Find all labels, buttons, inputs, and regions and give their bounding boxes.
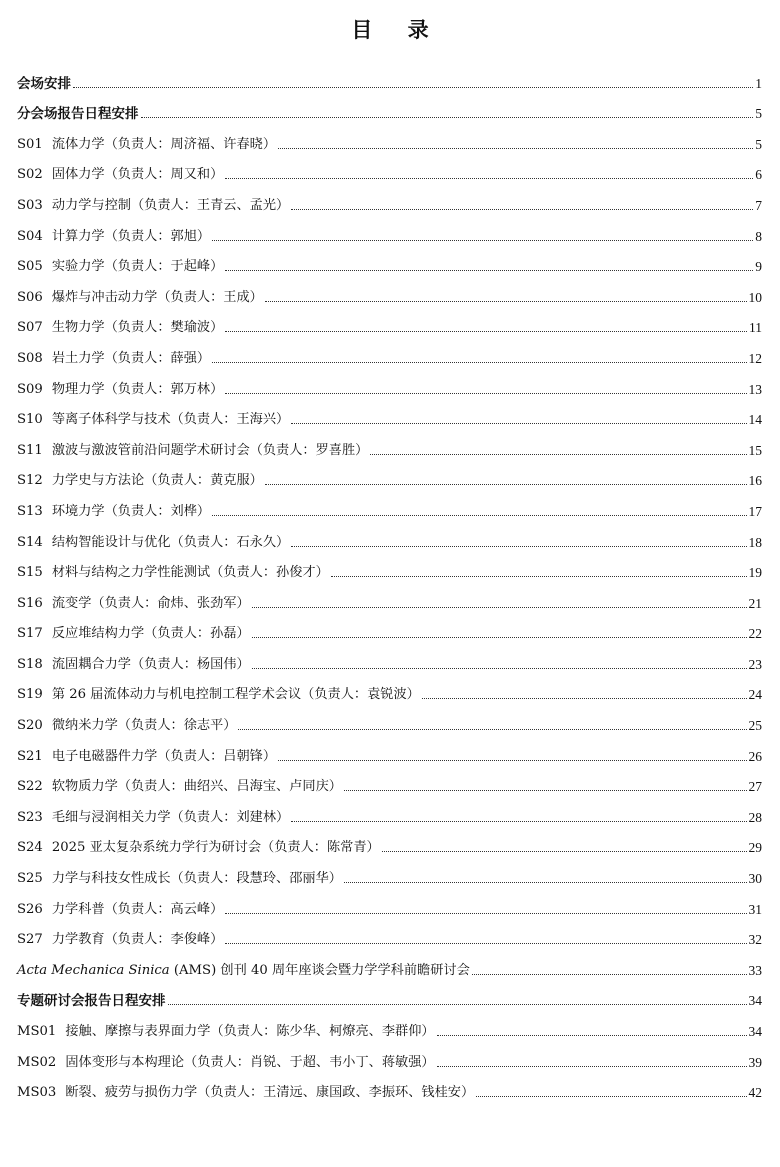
toc-entry-label: [17, 963, 470, 979]
toc-entry[interactable]: [17, 612, 762, 643]
toc-entry[interactable]: [17, 336, 762, 367]
toc-entry[interactable]: [17, 673, 762, 704]
toc-entry-code: S13: [17, 503, 43, 519]
toc-entry-text: (AMS) 创刊 40 周年座谈会暨力学学科前瞻研讨会: [169, 962, 470, 978]
dot-leader: [291, 423, 746, 424]
dot-leader: [252, 668, 747, 669]
toc-page-number: 28: [748, 809, 762, 825]
dot-leader: [472, 974, 747, 975]
dot-leader: [291, 209, 753, 210]
toc-entry[interactable]: [17, 214, 762, 245]
toc-entry-text: 实验力学（负责人：于起峰）: [51, 259, 224, 275]
dot-leader: [291, 821, 746, 822]
toc-entry[interactable]: [17, 398, 762, 429]
page-title: 目 录: [351, 18, 443, 42]
toc-entry-text: 岩土力学（负责人：薛强）: [51, 350, 211, 366]
toc-entry-code: S11: [17, 442, 43, 458]
toc-page-number: 29: [748, 840, 762, 856]
toc-entry[interactable]: [17, 581, 762, 612]
toc-entry-text: 激波与激波管前沿问题学术研讨会（负责人：罗喜胜）: [51, 442, 369, 458]
toc-entry-text: 环境力学（负责人：刘桦）: [51, 503, 211, 519]
dot-leader: [168, 1004, 747, 1005]
toc-entry-text: 动力学与控制（负责人：王青云、孟光）: [51, 197, 290, 213]
toc-entry-code: MS03: [17, 1085, 57, 1101]
toc-list: [17, 61, 762, 1101]
toc-entry-code: S16: [17, 595, 43, 611]
toc-entry-text: 结构智能设计与优化（负责人：石永久）: [51, 534, 290, 550]
toc-entry-label: [17, 565, 329, 581]
toc-entry-code: S01: [17, 136, 43, 152]
toc-entry-code: S02: [17, 167, 43, 183]
toc-entry[interactable]: [17, 826, 762, 857]
dot-leader: [437, 1035, 747, 1036]
toc-page-number: 26: [748, 748, 762, 764]
dot-leader: [212, 515, 746, 516]
toc-page-number: 34: [748, 1024, 762, 1039]
toc-entry[interactable]: [17, 642, 762, 673]
toc-entry-label: [17, 443, 368, 459]
dot-leader: [252, 637, 747, 638]
toc-entry-label: [17, 1085, 474, 1101]
toc-page-number: 21: [748, 595, 762, 611]
toc-entry-text: 计算力学（负责人：郭旭）: [51, 228, 211, 244]
toc-entry-code: S27: [17, 932, 43, 948]
toc-page-number: 32: [748, 932, 762, 948]
toc-page-number: 23: [748, 656, 762, 672]
toc-entry[interactable]: [17, 918, 762, 949]
toc-entry-code: S17: [17, 626, 43, 642]
toc-entry-text: 流变学（负责人：俞炜、张劲军）: [51, 595, 250, 611]
toc-entry-label: [17, 504, 210, 520]
toc-page-number: 25: [748, 718, 762, 734]
toc-entry-code: S05: [17, 259, 43, 275]
dot-leader: [238, 729, 746, 730]
toc-entry-code: S21: [17, 748, 43, 764]
toc-entry-text: 流固耦合力学（负责人：杨国伟）: [51, 656, 250, 672]
toc-page-number: 24: [748, 687, 762, 703]
toc-page-number: 33: [748, 962, 762, 978]
toc-entry-label: [17, 106, 139, 122]
toc-entry[interactable]: [17, 520, 762, 551]
toc-entry-label: [17, 810, 289, 826]
toc-entry-text: 分会场报告日程安排: [17, 106, 139, 123]
toc-entry[interactable]: [17, 734, 762, 765]
toc-page-number: 10: [748, 289, 762, 305]
toc-entry[interactable]: [17, 183, 762, 214]
toc-entry-text: 软物质力学（负责人：曲绍兴、吕海宝、卢同庆）: [51, 779, 342, 795]
toc-entry-label: [17, 229, 210, 245]
toc-entry[interactable]: [17, 948, 762, 979]
dot-leader: [212, 240, 753, 241]
dot-leader: [291, 546, 746, 547]
toc-entry-text: 会场安排: [17, 75, 71, 92]
toc-entry-label: [17, 290, 263, 306]
dot-leader: [344, 790, 747, 791]
toc-entry-code: MS01: [17, 1024, 57, 1039]
toc-entry-text: 固体力学（负责人：周又和）: [51, 167, 224, 183]
dot-leader: [278, 148, 753, 149]
dot-leader: [476, 1096, 746, 1097]
toc-entry-label: [17, 198, 289, 214]
toc-entry-text: 断裂、疲劳与损伤力学（负责人：王清远、康国政、李振环、钱桂安）: [65, 1085, 475, 1101]
toc-entry-code: S10: [17, 412, 43, 428]
toc-page-number: 34: [748, 993, 762, 1009]
toc-entry[interactable]: [17, 1071, 762, 1102]
toc-page-number: 13: [748, 381, 762, 397]
toc-entry[interactable]: [17, 306, 762, 337]
toc-entry-label: [17, 993, 166, 1009]
toc-entry[interactable]: [17, 979, 762, 1010]
toc-entry-code: S09: [17, 381, 43, 397]
toc-entry-code: S15: [17, 565, 43, 581]
toc-entry-code: S12: [17, 473, 43, 489]
dot-leader: [225, 943, 746, 944]
toc-page-number: 14: [748, 412, 762, 428]
toc-entry-label: [17, 657, 250, 673]
toc-entry-label: [17, 932, 223, 948]
toc-entry-label: [17, 137, 276, 153]
dot-leader: [265, 484, 747, 485]
dot-leader: [73, 87, 753, 88]
toc-entry[interactable]: [17, 459, 762, 490]
toc-entry-label: [17, 718, 236, 734]
toc-entry-label: [17, 626, 250, 642]
toc-entry-label: [17, 382, 223, 398]
toc-entry[interactable]: [17, 856, 762, 887]
dot-leader: [278, 760, 746, 761]
toc-entry[interactable]: [17, 275, 762, 306]
toc-entry[interactable]: [17, 551, 762, 582]
dot-leader: [225, 393, 746, 394]
toc-entry-text: 等离子体科学与技术（负责人：王海兴）: [51, 412, 290, 428]
toc-entry-label: [17, 320, 223, 336]
dot-leader: [252, 607, 747, 608]
dot-leader: [422, 698, 747, 699]
toc-entry-text: 2025 亚太复杂系统力学行为研讨会（负责人：陈常青）: [51, 840, 380, 856]
toc-page-number: 31: [748, 901, 762, 917]
toc-entry-text: 材料与结构之力学性能测试（负责人：孙俊才）: [51, 565, 329, 581]
toc-entry-code: S24: [17, 840, 43, 856]
toc-entry-text: 物理力学（负责人：郭万林）: [51, 381, 224, 397]
toc-entry-text: 力学科普（负责人：高云峰）: [51, 901, 224, 917]
toc-entry-journal-name: Acta Mechanica Sinica: [17, 962, 170, 978]
dot-leader: [265, 301, 747, 302]
toc-page-number: 39: [748, 1054, 762, 1070]
toc-page-number: 9: [755, 259, 762, 275]
toc-page-number: 15: [748, 442, 762, 458]
toc-entry[interactable]: [17, 703, 762, 734]
toc-entry-text: 爆炸与冲击动力学（负责人：王成）: [51, 289, 263, 305]
toc-entry[interactable]: [17, 1040, 762, 1071]
toc-entry-label: [17, 840, 380, 856]
toc-entry-label: [17, 1055, 435, 1071]
dot-leader: [225, 331, 747, 332]
toc-entry-text: 毛细与浸润相关力学（负责人：刘建林）: [51, 809, 290, 825]
toc-page-number: 19: [748, 565, 762, 581]
toc-page-number: 22: [748, 626, 762, 642]
toc-entry-code: S07: [17, 320, 43, 336]
toc-entry-code: S19: [17, 687, 43, 703]
toc-entry-label: [17, 167, 223, 183]
toc-page-number: 17: [748, 503, 762, 519]
toc-page-number: 42: [748, 1085, 762, 1101]
toc-page-number: 27: [748, 779, 762, 795]
toc-entry[interactable]: [17, 1009, 762, 1040]
dot-leader: [382, 851, 747, 852]
toc-page-number: 7: [755, 197, 762, 213]
toc-page-number: 11: [749, 320, 762, 336]
dot-leader: [331, 576, 747, 577]
toc-entry-text: 力学与科技女性成长（负责人：段慧玲、邵丽华）: [51, 871, 342, 887]
toc-entry[interactable]: [17, 489, 762, 520]
toc-entry-text: 流体力学（负责人：周济福、许春晓）: [51, 136, 277, 152]
dot-leader: [344, 882, 747, 883]
toc-entry-text: 电子电磁器件力学（负责人：吕朝锋）: [51, 748, 277, 764]
toc-entry-code: S18: [17, 656, 43, 672]
dot-leader: [225, 270, 753, 271]
toc-entry[interactable]: [17, 887, 762, 918]
toc-page-number: 18: [748, 534, 762, 550]
toc-entry[interactable]: [17, 153, 762, 184]
toc-entry-label: [17, 259, 223, 275]
toc-entry-text: 固体变形与本构理论（负责人：肖锐、于超、韦小丁、蒋敏强）: [65, 1054, 435, 1070]
toc-page-number: 1: [755, 75, 762, 91]
toc-entry-label: [17, 1024, 435, 1040]
toc-entry-code: S03: [17, 197, 43, 213]
toc-entry-label: [17, 535, 289, 551]
toc-page-number: 5: [755, 136, 762, 152]
toc-entry[interactable]: [17, 428, 762, 459]
toc-entry-label: [17, 871, 342, 887]
toc-entry-code: S23: [17, 809, 43, 825]
toc-page-number: 16: [748, 473, 762, 489]
toc-page-number: 30: [748, 871, 762, 887]
dot-leader: [225, 913, 746, 914]
toc-entry-text: 第 26 届流体动力与机电控制工程学术会议（负责人：袁锐波）: [51, 687, 420, 703]
toc-entry-code: MS02: [17, 1054, 57, 1070]
toc-entry-text: 力学教育（负责人：李俊峰）: [51, 932, 224, 948]
dot-leader: [212, 362, 746, 363]
toc-entry-label: [17, 412, 289, 428]
toc-entry[interactable]: [17, 245, 762, 276]
dot-leader: [370, 454, 746, 455]
toc-entry-label: [17, 473, 263, 489]
toc-entry[interactable]: [17, 795, 762, 826]
toc-page-number: 5: [755, 106, 762, 122]
toc-entry[interactable]: [17, 92, 762, 123]
toc-entry[interactable]: [17, 765, 762, 796]
toc-entry-text: 接触、摩擦与表界面力学（负责人：陈少华、柯燎亮、李群仰）: [65, 1024, 435, 1039]
toc-entry-label: [17, 76, 71, 92]
toc-entry-text: 生物力学（负责人：樊瑜波）: [51, 320, 224, 336]
toc-entry-label: [17, 749, 276, 765]
toc-entry-code: S20: [17, 718, 43, 734]
toc-entry-code: S06: [17, 289, 43, 305]
toc-entry-code: S22: [17, 779, 43, 795]
toc-entry-text: 反应堆结构力学（负责人：孙磊）: [51, 626, 250, 642]
toc-entry[interactable]: [17, 61, 762, 92]
toc-entry-code: S04: [17, 228, 43, 244]
dot-leader: [141, 117, 754, 118]
toc-entry-label: [17, 779, 342, 795]
toc-entry-text: 专题研讨会报告日程安排: [17, 993, 166, 1010]
toc-entry-label: [17, 902, 223, 918]
toc-page-number: 8: [755, 228, 762, 244]
toc-entry-code: S14: [17, 534, 43, 550]
toc-entry-code: S08: [17, 350, 43, 366]
toc-entry-text: 力学史与方法论（负责人：黄克服）: [51, 473, 263, 489]
dot-leader: [437, 1066, 747, 1067]
toc-entry[interactable]: [17, 367, 762, 398]
toc-entry[interactable]: [17, 122, 762, 153]
toc-entry-text: 微纳米力学（负责人：徐志平）: [51, 718, 237, 734]
toc-entry-label: [17, 687, 420, 703]
toc-entry-code: S25: [17, 871, 43, 887]
toc-page-number: 12: [748, 350, 762, 366]
toc-entry-label: [17, 351, 210, 367]
toc-page-number: 6: [755, 167, 762, 183]
toc-entry-code: S26: [17, 901, 43, 917]
dot-leader: [225, 178, 753, 179]
toc-entry-label: [17, 596, 250, 612]
